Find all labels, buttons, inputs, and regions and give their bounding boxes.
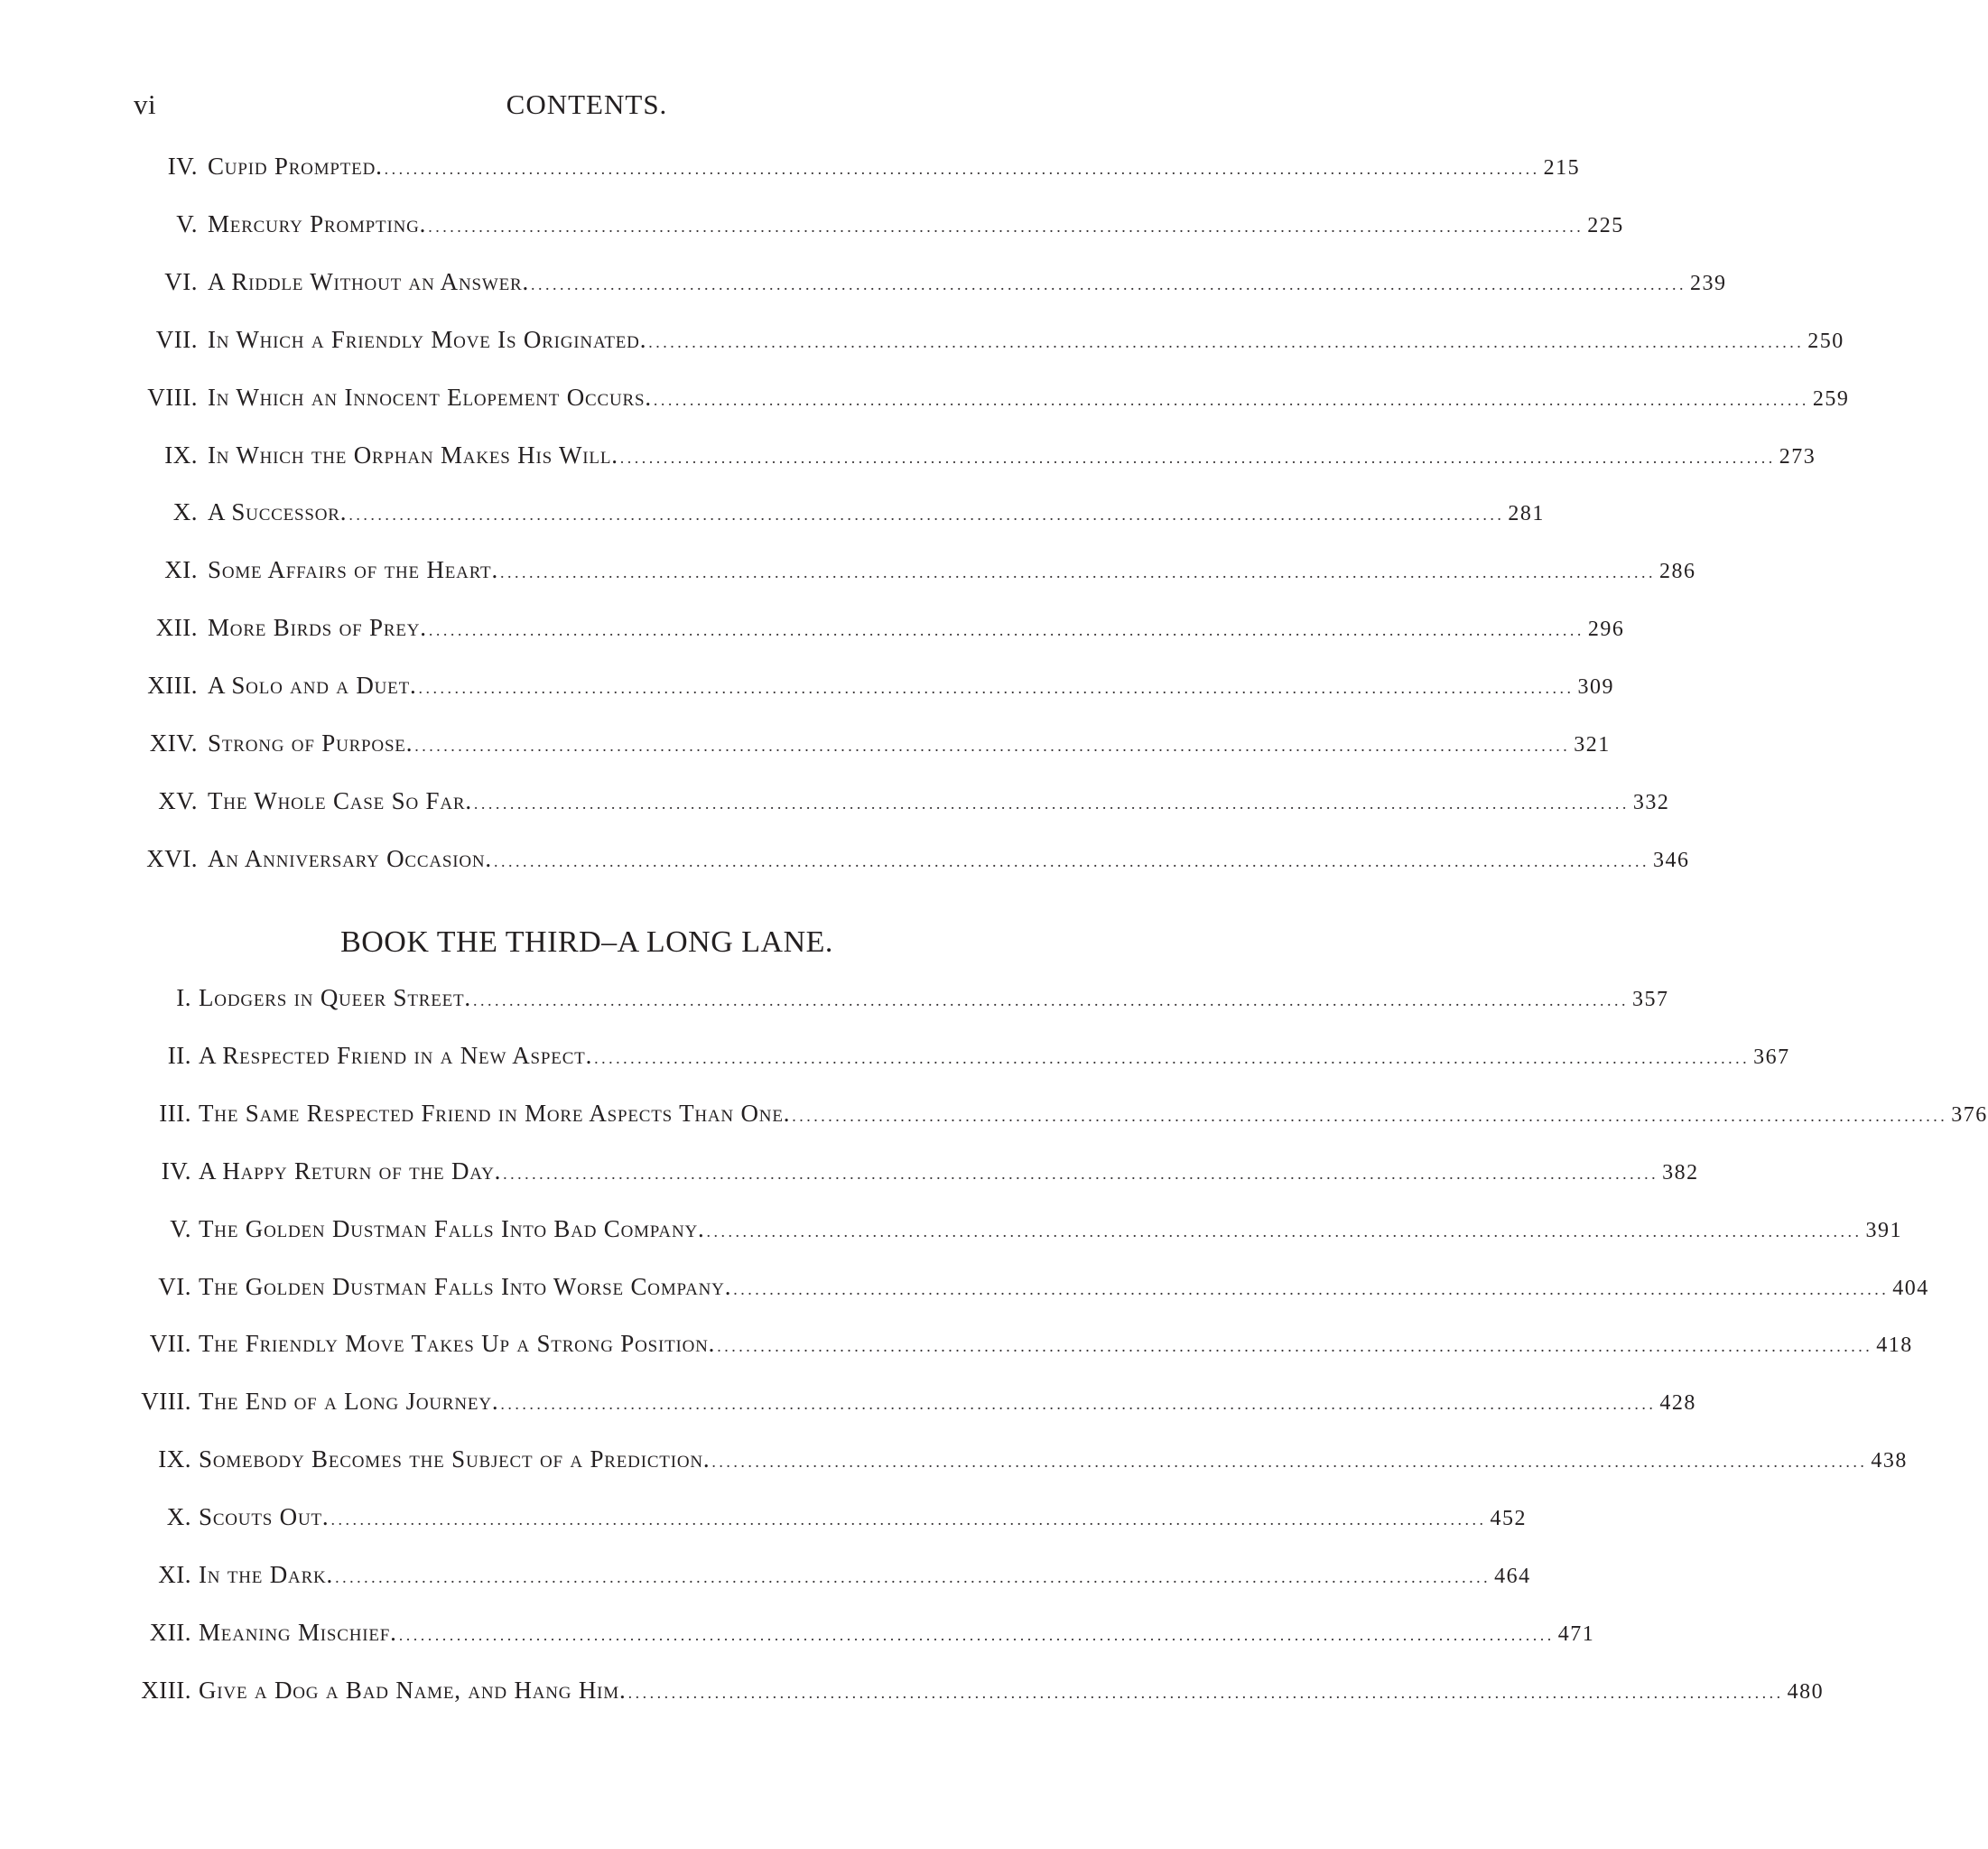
chapter-line [208,725,1611,764]
chapter-title: A Successor. [208,498,348,526]
page-reference: 286 [1659,560,1696,584]
dot-leader: ................................................................................................................................................................ [414,737,1571,755]
page-reference: 404 [1892,1276,1929,1300]
chapter-line [199,1325,1913,1364]
chapter-title: A Riddle Without an Answer. [208,267,529,295]
dot-leader: ................................................................................................................................................................ [706,1222,1863,1240]
chapter-title: In the Dark. [199,1561,334,1588]
chapter-title: Somebody Becomes the Subject of a Prediction. [199,1445,711,1473]
toc-entry [0,1037,1790,1073]
toc-entry [0,1556,1531,1593]
chapter-title: More Birds of Prey. [208,614,427,642]
dot-leader: ................................................................................................................................................................ [418,679,1575,698]
chapter-title: The Golden Dustman Falls Into Worse Company. [199,1272,732,1300]
dot-leader: ................................................................................................................................................................ [335,1568,1491,1586]
chapter-line [199,1037,1790,1076]
chapter-title: Some Affairs of the Heart. [208,556,498,584]
dot-leader: ................................................................................................................................................................ [653,390,1809,409]
page-number: vi [134,88,157,120]
chapter-line [208,379,1850,418]
chapter-title: Give a Dog a Bad Name, and Hang Him. [199,1676,627,1704]
chapter-line [208,494,1545,533]
chapter-title: A Happy Return of the Day. [199,1157,502,1185]
chapter-number: XII. [149,1618,191,1646]
page-reference: 332 [1632,790,1670,814]
chapter-number: VIII. [147,383,198,411]
chapter-title: The Golden Dustman Falls Into Bad Company. [199,1214,705,1242]
chapter-title: In Which an Innocent Elopement Occurs. [208,383,652,411]
toc-entry [0,725,1611,761]
toc-entry [0,437,1816,473]
page-reference: 418 [1876,1333,1913,1358]
chapter-line [199,1499,1527,1538]
chapter-line [208,841,1690,879]
toc-entry [0,1211,1903,1247]
chapter-number: II. [167,1041,191,1069]
page-reference: 464 [1494,1565,1531,1588]
toc-entry [0,609,1625,646]
running-head: CONTENTS. [506,88,668,120]
page-reference: 391 [1865,1218,1903,1242]
chapter-line [199,1383,1696,1422]
chapter-number: X. [172,498,198,526]
chapter-line [199,1614,1595,1653]
chapter-line [208,264,1727,302]
toc-entry [0,494,1545,530]
dot-leader: ................................................................................................................................................................ [648,332,1805,351]
page-reference: 250 [1807,329,1844,353]
dot-leader: ................................................................................................................................................................ [472,991,1629,1009]
page-reference: 321 [1574,733,1611,757]
dot-leader: ................................................................................................................................................................ [398,1625,1555,1644]
chapter-line [199,1556,1531,1595]
dot-leader: ................................................................................................................................................................ [503,1164,1659,1183]
toc-entry [0,1325,1913,1361]
chapter-number: IV. [167,153,198,180]
chapter-number: X. [166,1503,191,1531]
dot-leader: ................................................................................................................................................................ [594,1048,1751,1067]
dot-leader: ................................................................................................................................................................ [348,506,1505,525]
dot-leader: ................................................................................................................................................................ [384,160,1540,178]
page-reference: 215 [1543,156,1581,180]
chapter-number: V. [176,209,198,237]
chapter-number: XVI. [146,844,198,872]
chapter-line [208,321,1844,360]
dot-leader: ................................................................................................................................................................ [792,1106,1948,1125]
chapter-line [199,1211,1903,1250]
chapter-number: IX. [158,1445,191,1473]
page-reference: 239 [1690,271,1727,295]
chapter-number: XIII. [147,672,198,700]
chapter-title: Cupid Prompted. [208,153,383,180]
toc-entry [0,1153,1699,1189]
chapter-number: XV. [158,786,198,814]
chapter-line [208,552,1696,590]
page-reference: 309 [1577,675,1615,700]
chapter-number: VIII. [141,1388,191,1416]
chapter-title: In Which a Friendly Move Is Originated. [208,325,647,353]
chapter-number: XI. [158,1561,191,1588]
toc-entry [0,667,1615,703]
page-reference: 346 [1652,848,1690,872]
chapter-line [208,609,1625,648]
chapter-line [208,667,1615,706]
chapter-line [199,1095,1988,1134]
dot-leader: ................................................................................................................................................................ [500,1395,1657,1414]
page-reference: 357 [1631,988,1669,1011]
toc-entry [0,1672,1825,1708]
chapter-line [208,783,1670,822]
toc-entry [0,841,1690,877]
toc-entry [0,206,1624,242]
chapter-title: A Solo and a Duet. [208,672,417,700]
page-reference: 367 [1753,1045,1790,1069]
section-heading-book-three: BOOK THE THIRD–A LONG LANE. [340,925,833,959]
page-reference: 259 [1812,386,1850,411]
chapter-line [199,1441,1908,1480]
chapter-number: IX. [164,441,198,469]
page-reference: 438 [1871,1449,1908,1473]
toc-entry [0,379,1850,415]
chapter-number: XI. [164,556,198,584]
page-reference: 382 [1662,1160,1699,1185]
chapter-title: Scouts Out. [199,1503,330,1531]
page-reference: 471 [1557,1621,1595,1646]
chapter-number: VII. [155,325,198,353]
dot-leader: ................................................................................................................................................................ [473,794,1630,813]
toc-entry [0,1614,1595,1650]
chapter-title: The End of a Long Journey. [199,1388,499,1416]
chapter-line [208,206,1624,245]
chapter-line [199,1672,1825,1711]
chapter-title: The Whole Case So Far. [208,786,472,814]
chapter-number: VII. [149,1330,191,1358]
dot-leader: ................................................................................................................................................................ [627,1683,1784,1702]
page-reference: 480 [1787,1679,1825,1704]
dot-leader: ................................................................................................................................................................ [500,563,1656,582]
chapter-title: Mercury Prompting. [208,209,427,237]
dot-leader: ................................................................................................................................................................ [619,448,1776,467]
dot-leader: ................................................................................................................................................................ [733,1279,1890,1298]
dot-leader: ................................................................................................................................................................ [711,1453,1868,1472]
chapter-number: VI. [158,1272,191,1300]
dot-leader: ................................................................................................................................................................ [493,851,1649,870]
chapter-title: Strong of Purpose. [208,729,413,757]
chapter-title: Lodgers in Queer Street. [199,984,471,1011]
toc-entry [0,1268,1929,1305]
toc-entry [0,321,1844,358]
page-reference: 296 [1587,618,1625,642]
dot-leader: ................................................................................................................................................................ [717,1337,1873,1356]
chapter-title: An Anniversary Occasion. [208,844,492,872]
chapter-line [199,1268,1929,1307]
page-reference: 428 [1659,1391,1696,1416]
dot-leader: ................................................................................................................................................................ [428,621,1584,640]
chapter-line [199,980,1669,1018]
chapter-number: XIV. [149,729,198,757]
page-reference: 281 [1508,502,1545,526]
chapter-title: In Which the Orphan Makes His Will. [208,441,618,469]
chapter-title: The Friendly Move Takes Up a Strong Position. [199,1330,716,1358]
chapter-number: I. [176,984,191,1011]
toc-entry [0,1499,1527,1535]
toc-entry [0,1095,1988,1131]
toc-entry [0,1441,1908,1477]
dot-leader: ................................................................................................................................................................ [330,1510,1487,1529]
chapter-number: V. [170,1214,191,1242]
page-reference: 452 [1490,1507,1527,1531]
dot-leader: ................................................................................................................................................................ [428,217,1584,236]
chapter-number: XII. [155,614,198,642]
chapter-number: XIII. [141,1676,191,1704]
toc-entry [0,552,1696,588]
page-reference: 273 [1779,444,1816,469]
chapter-title: A Respected Friend in a New Aspect. [199,1041,593,1069]
dot-leader: ................................................................................................................................................................ [531,274,1686,293]
toc-entry [0,264,1727,300]
chapter-number: IV. [161,1157,191,1185]
chapter-number: III. [159,1099,191,1127]
page-reference: 225 [1587,213,1624,237]
page-reference: 376 [1951,1102,1988,1127]
chapter-title: Meaning Mischief. [199,1618,397,1646]
toc-entry [0,980,1669,1016]
toc-entry [0,1383,1696,1419]
chapter-line [208,148,1581,187]
toc-entry [0,783,1670,819]
toc-entry [0,148,1581,184]
chapter-line [208,437,1816,476]
chapter-title: The Same Respected Friend in More Aspects Than One. [199,1099,791,1127]
chapter-line [199,1153,1699,1192]
chapter-number: VI. [164,267,198,295]
